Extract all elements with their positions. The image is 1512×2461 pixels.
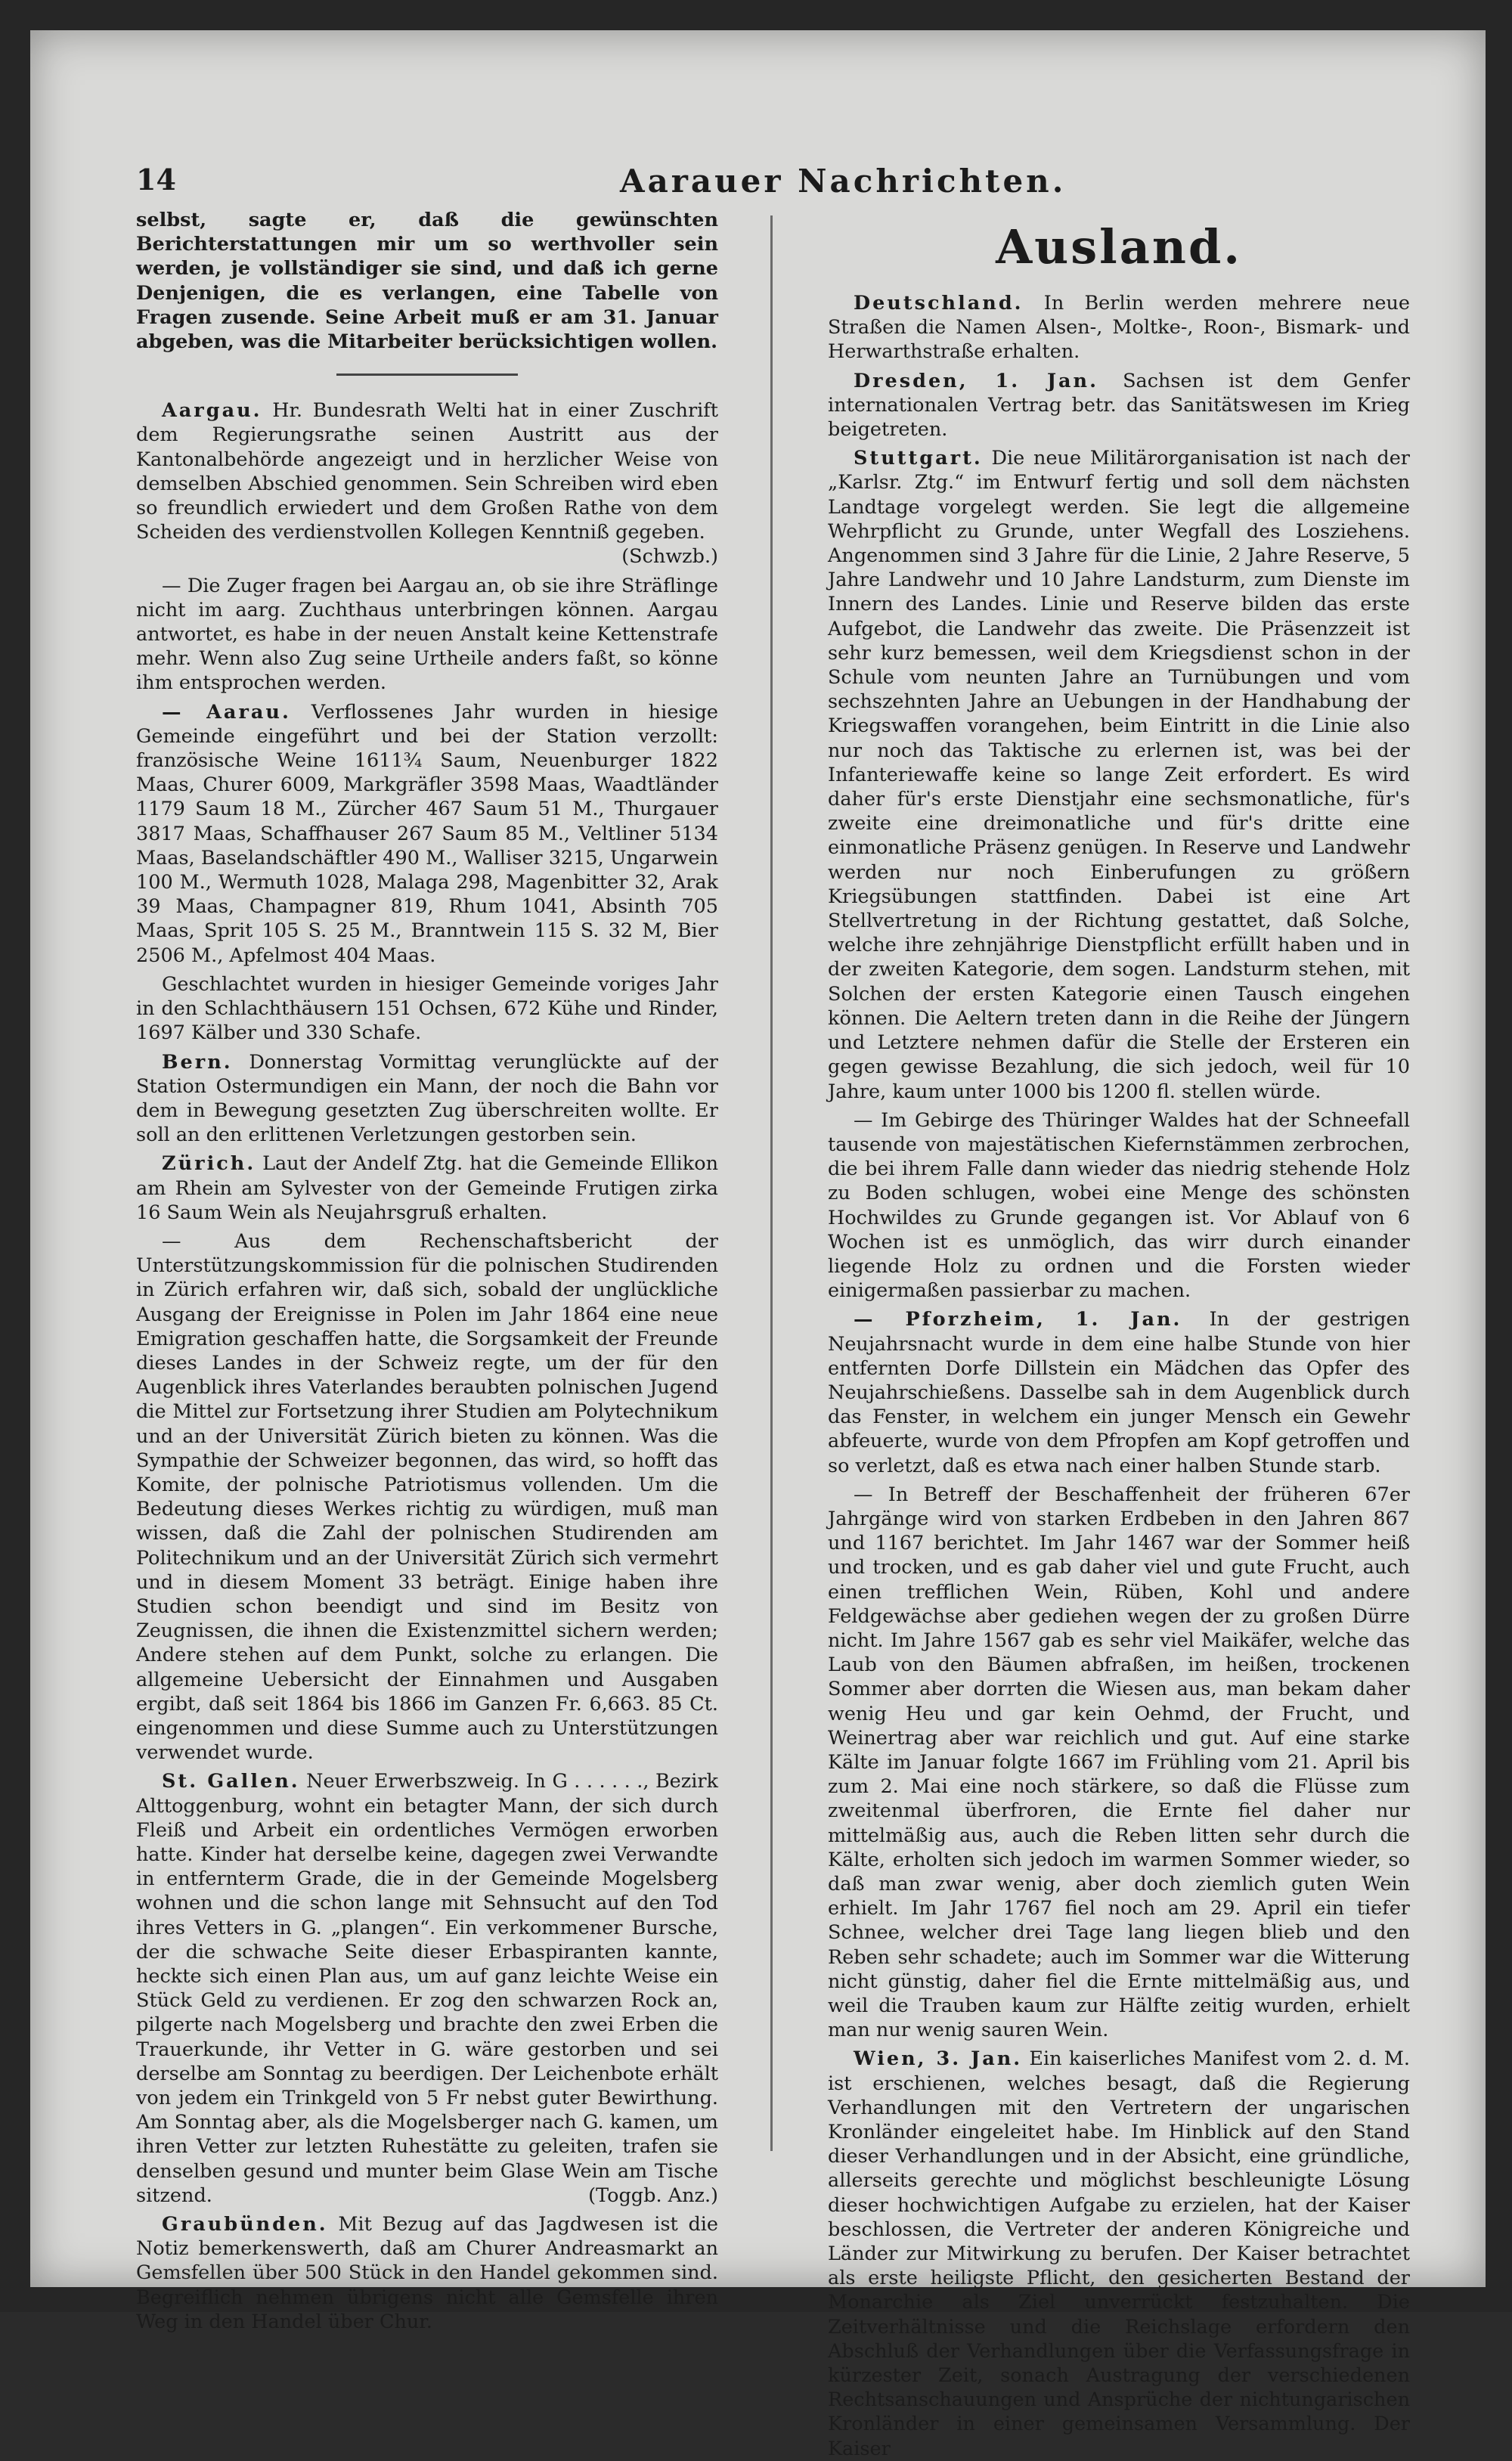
article-stuttgart xyxy=(828,446,1410,1103)
article-deutschland-text: In Berlin werden mehrere neue Straßen die Namen Alsen-, Moltke-, Roon-, Bismark- und Herwarthstraße erhalten. xyxy=(828,292,1411,364)
article-thueringen: — Im Gebirge des Thüringer Waldes hat der Schneefall tausende von majestätischen Kiefernstämmen zerbrochen, die bei ihrem Falle dann wieder das niedrig stehende Holz zu Boden schlugen, wobei eine Menge des schönsten Hochwildes zu Grunde gegangen ist. Vor Ablauf von 6 Wochen ist es unmöglich, das wirr durch einander liegende Holz zu ordnen und die Forsten wieder einigermaßen passierbar zu machen. xyxy=(828,1108,1410,1303)
article-zuerich-text: Laut der Andelf Ztg. hat die Gemeinde Ellikon am Rhein am Sylvester von der Gemeinde Frutigen zirka 16 Saum Wein als Neujahrsgruß erhalten. xyxy=(136,1152,719,1224)
article-aarau xyxy=(136,700,718,968)
article-aarau-text: Verflossenes Jahr wurden in hiesige Gemeinde eingeführt und bei der Station verzollt: französische Weine 1611¾ Saum, Neuenburger 1822 Maas, Churer 6009, Markgräfler 3598 Maas, Waadtländer 1179 Saum 18 M., Zürcher 467 Saum 51 M., Thurgauer 3817 Maas, Schaffhauser 267 Saum 85 M., Veltliner 5134 Maas, Baselandschäftler 490 M., Walliser 3215, Ungarwein 100 M., Wermuth 1028, Malaga 298, Magenbitter 32, Arak 39 Maas, Champagner 819, Rhum 1041, Absinth 705 Maas, Sprit 105 S. 25 M., Branntwein 115 S. 32 M, Bier 2506 M., Apfelmost 404 Maas. xyxy=(136,700,718,967)
dateline-graubuenden: Graubünden. xyxy=(162,2213,328,2236)
article-jahrgaenge: — In Betreff der Beschaffenheit der früheren 67er Jahrgänge wird von starken Erdbeben in den Jahren 867 und 1167 berichtet. Im Jahr 1467 war der Sommer heiß und trocken, und es gab daher viel und gute Frucht, auch einen trefflichen Wein, Rüben, Kohl und andere Feldgewächse aber gediehen wegen der zu großen Dürre nicht. Im Jahre 1567 gab es sehr viel Maikäfer, welche das Laub von den Bäumen abfraßen, im heißen, trockenen Sommer aber dorrten die Wiesen aus, man bekam daher wenig Heu und gar kein Oehmd, der Frucht, und Weinertrag aber war reichlich und gut. Auf eine starke Kälte im Januar folgte 1667 im Frühling vom 21. April bis zum 2. Mai eine noch stärkere, so daß die Flüsse zum zweitenmal überfroren, die Ernte fiel daher nur mittelmäßig aus, auch die Reben litten sehr durch die Kälte, erholten sich jedoch im warmen Sommer wieder, so daß man zwar wenig, aber doch ziemlich guten Wein erhielt. Im Jahr 1767 fiel noch am 29. April ein tiefer Schnee, welcher drei Tage lang liegen blieb und den Reben sehr schadete; auch im Sommer war die Witterung nicht günstig, daher fiel die Ernte mittelmäßig aus, und weil die Trauben kaum zur Hälfte zeitig wurden, erhielt man nur wenig sauren Wein. xyxy=(828,1483,1410,2042)
article-aargau-zug: — Die Zuger fragen bei Aargau an, ob sie ihre Sträflinge nicht im aarg. Zuchthaus unterbringen können. Aargau antwortet, es habe in der neuen Anstalt keine Kettenstrafe mehr. Wenn also Zug seine Urtheile anders faßt, so könne ihm entsprochen werden. xyxy=(136,574,718,695)
left-column xyxy=(136,208,719,2333)
article-zuerich-polish-students: — Aus dem Rechenschaftsbericht der Unterstützungskommission für die polnischen Studirenden in Zürich erfahren wir, daß sich, sobald der unglückliche Ausgang der Ereignisse in Polen im Jahr 1864 eine neue Emigration geschaffen hatte, die Sorgsamkeit der Freunde dieses Landes in der Schweiz regte, um der für den Augenblick ihres Vaterlandes beraubten polnischen Jugend die Mittel zur Fortsetzung ihrer Studien am Polytechnikum und an der Universität Zürich bieten zu können. Was die Sympathie der Schweizer begonnen, das wird, so hofft das Komite, der polnische Patriotismus vollenden. Um die Bedeutung dieses Werkes richtig zu würdigen, muß man wissen, daß die Zahl der polnischen Studirenden am Politechnikum und an der Universität Zürich sich vermehrt und in diesem Moment 33 beträgt. Einige haben ihre Studien schon beendigt und sind im Besitz von Zeugnissen, die ihnen die Existenzmittel sichern werden; Andere stehen auf dem Punkt, solche zu erlangen. Die allgemeine Uebersicht der Einnahmen und Ausgaben ergibt, daß seit 1864 bis 1866 im Ganzen Fr. 6,663. 85 Ct. eingenommen und diese Summe auch zu Unterstützungen verwendet wurde. xyxy=(136,1229,718,1765)
article-wien xyxy=(828,2047,1410,2460)
article-graubuenden xyxy=(136,2212,718,2334)
article-deutschland xyxy=(828,291,1410,364)
right-column xyxy=(828,208,1411,2460)
article-aargau xyxy=(136,398,718,569)
column-divider xyxy=(770,215,773,2151)
article-wien-text: Ein kaiserliches Manifest vom 2. d. M. ist erschienen, welches besagt, daß die Regierung Verhandlungen mit den Vertretern der ungarischen Kronländer eingeleitet habe. Im Hinblick auf den Stand dieser Verhandlungen und in der Absicht, eine gründliche, allerseits gerechte und möglichst beschleunigte Lösung dieser hochwichtigen Aufgabe zu erzielen, hat der Kaiser beschlossen, die Vertreter der anderen Königreiche und Länder zur Mitwirkung zu berufen. Der Kaiser betrachtet als erste heiligste Pflicht, den gesicherten Bestand der Monarchie als Ziel unverrückt festzuhalten. Die Zeitverhältnisse und die Reichslage erfordern den Abschluß der Verhandlungen über die Verfassungsfrage in kürzester Zeit, sonach Austragung der verschiedenen Rechtsanschauungen und Ansprüche der nichtungarischen Kronländer in einer gemeinsamen Versammlung. Der Kaiser xyxy=(828,2047,1410,2460)
source-note: (Toggb. Anz.) xyxy=(588,2184,718,2207)
intro-paragraph: selbst, sagte er, daß die gewünschten Berichterstattungen mir um so werthvoller sein werden, je vollständiger sie sind, und daß ich gerne Denjenigen, die es verlangen, eine Tabelle von Fragen zusende. Seine Arbeit muß er am 31. Januar abgeben, was die Mitarbeiter berücksichtigen wollen. xyxy=(136,209,718,354)
article-dresden-text: Sachsen ist dem Genfer internationalen Vertrag betr. das Sanitätswesen im Krieg beigetreten. xyxy=(828,369,1411,442)
dateline-aarau: — Aarau. xyxy=(162,700,291,724)
article-pforzheim xyxy=(828,1307,1410,1477)
dateline-zuerich: Zürich. xyxy=(162,1152,256,1176)
article-st-gallen xyxy=(136,1769,718,2208)
dateline-stuttgart: Stuttgart. xyxy=(854,447,983,470)
dateline-pforzheim: — Pforzheim, 1. Jan. xyxy=(854,1308,1182,1331)
page-number: 14 xyxy=(136,163,176,197)
source-note: (Schwzb.) xyxy=(621,545,718,569)
article-stuttgart-text: Die neue Militärorganisation ist nach der „Karlsr. Ztg.“ im Entwurf fertig und soll dem nächsten Landtage vorgelegt werden. Sie legt die allgemeine Wehrpflicht zu Grunde, unter Wegfall des Losziehens. Angenommen sind 3 Jahre für die Linie, 2 Jahre Reserve, 5 Jahre Landwehr und 10 Jahre Landsturm, zum Dienste im Innern des Landes. Linie und Reserve bilden das erste Aufgebot, die Landwehr das zweite. Die Präsenzzeit ist sehr kurz bemessen, weil dem Kriegsdienst schon in der Schule vom neunten Jahre an Turnübungen und vom sechszehnten Jahre an Uebungen in der Handhabung der Kriegswaffen vorangehen, beim Eintritt in die Linie also nur noch das Taktische zu erlernen ist, was bei der Infanteriewaffe keine so lange Zeit erfordert. Es wird daher für's erste Dienstjahr eine sechsmonatliche, für's zweite eine dreimonatliche und für's dritte eine einmonatliche Präsenz genügen. In Reserve und Landwehr werden nur noch Einberufungen zu größern Kriegsübungen stattfinden. Dabei ist eine Art Stellvertretung in der Richtung gestattet, daß Solche, welche ihre zehnjährige Dienstpflicht erfüllt haben und in der zweiten Kategorie, dem sogen. Landsturm stehen, mit Solchen der ersten Kategorie einen Tausch eingehen können. Die Aeltern treten dann in die Reihe der Jüngern und Letztere nehmen dafür die Stelle der Ersteren ein gegen gewisse Bezahlung, die sich jedoch, weil für 10 Jahre, kaum unter 1000 bis 1200 fl. stellen würde. xyxy=(828,447,1410,1103)
article-st-gallen-text: Neuer Erwerbszweig. In G . . . . . ., Bezirk Alttoggenburg, wohnt ein betagter Mann, der sich durch Fleiß und Arbeit ein ordentliches Vermögen erworben hatte. Kinder hat derselbe keine, dagegen zwei Verwandte in entfernterm Grade, die in der Gemeinde Mogelsberg wohnen und die schon lange mit Sehnsucht auf den Tod ihres Vetters in G. „plangen“. Ein verkommener Bursche, der die schwache Seite dieser Erbaspiranten kannte, heckte sich einen Plan aus, um auf ganz leichte Weise ein Stück Geld zu verdienen. Er zog den schwarzen Rock an, pilgerte nach Mogelsberg und brachte den zwei Erben die Trauerkunde, ihr Vetter in G. wäre gestorben und sei derselbe am Sonntag zu beerdigen. Der Leichenbote erhält von jedem ein Trinkgeld von 5 Fr nebst guter Bewirthung. Am Sonntag aber, als die Mogelsberger nach G. kamen, um ihren Vetter zur letzten Ruhestätte zu geleiten, trafen sie denselben gesund und munter beim Glase Wein am Tische sitzend. xyxy=(136,1770,719,2207)
dateline-aargau: Aargau. xyxy=(162,399,262,423)
article-graubuenden-text: Mit Bezug auf das Jagdwesen ist die Notiz bemerkenswerth, daß am Churer Andreasmarkt an Gemsfellen über 500 Stück in den Handel gekommen sind. Begreiflich nehmen übrigens nicht alle Gemsfelle ihren Weg in den Handel über Chur. xyxy=(136,2213,719,2333)
separator-rule xyxy=(336,373,518,376)
section-heading-ausland: Ausland. xyxy=(996,219,1242,274)
page-header xyxy=(136,163,1383,208)
article-zuerich xyxy=(136,1151,718,1225)
article-bern-text: Donnerstag Vormittag verunglückte auf der Station Ostermundigen ein Mann, der noch die Bahn vor dem in Bewegung gesetzten Zug überschreiten wollte. Er soll an den erlittenen Verletzungen gestorben sein. xyxy=(136,1050,718,1147)
article-bern xyxy=(136,1050,718,1148)
article-aarau-slaughter: Geschlachtet wurden in hiesiger Gemeinde voriges Jahr in den Schlachthäusern 151 Ochsen, 672 Kühe und Rinder, 1697 Kälber und 330 Schafe. xyxy=(136,972,718,1045)
article-dresden xyxy=(828,369,1410,442)
newspaper-title: Aarauer Nachrichten. xyxy=(620,163,1067,200)
dateline-dresden: Dresden, 1. Jan. xyxy=(854,369,1098,392)
article-aargau-text: Hr. Bundesrath Welti hat in einer Zuschrift dem Regierungsrathe seinen Austritt aus der Kantonalbehörde angezeigt und in herzlicher Weise von demselben Abschied genommen. Sein Schreiben wird eben so freundlich erwiedert und dem Großen Rathe von dem Scheiden des verdienstvollen Kollegen Kenntniß gegeben. xyxy=(136,399,718,544)
dateline-wien: Wien, 3. Jan. xyxy=(854,2047,1023,2071)
dateline-deutschland: Deutschland. xyxy=(854,292,1024,315)
dateline-st-gallen: St. Gallen. xyxy=(162,1770,300,1793)
dateline-bern: Bern. xyxy=(162,1050,233,1074)
article-pforzheim-text: In der gestrigen Neujahrsnacht wurde in dem eine halbe Stunde von hier entfernten Dorfe Dillstein ein Mädchen das Opfer des Neujahrschießens. Dasselbe sah in dem Augenblick durch das Fenster, in welchem ein junger Mensch ein Gewehr abfeuerte, wurde von dem Pfropfen am Kopf getroffen und so verletzt, daß es etwa nach einer halben Stunde starb. xyxy=(828,1308,1411,1477)
